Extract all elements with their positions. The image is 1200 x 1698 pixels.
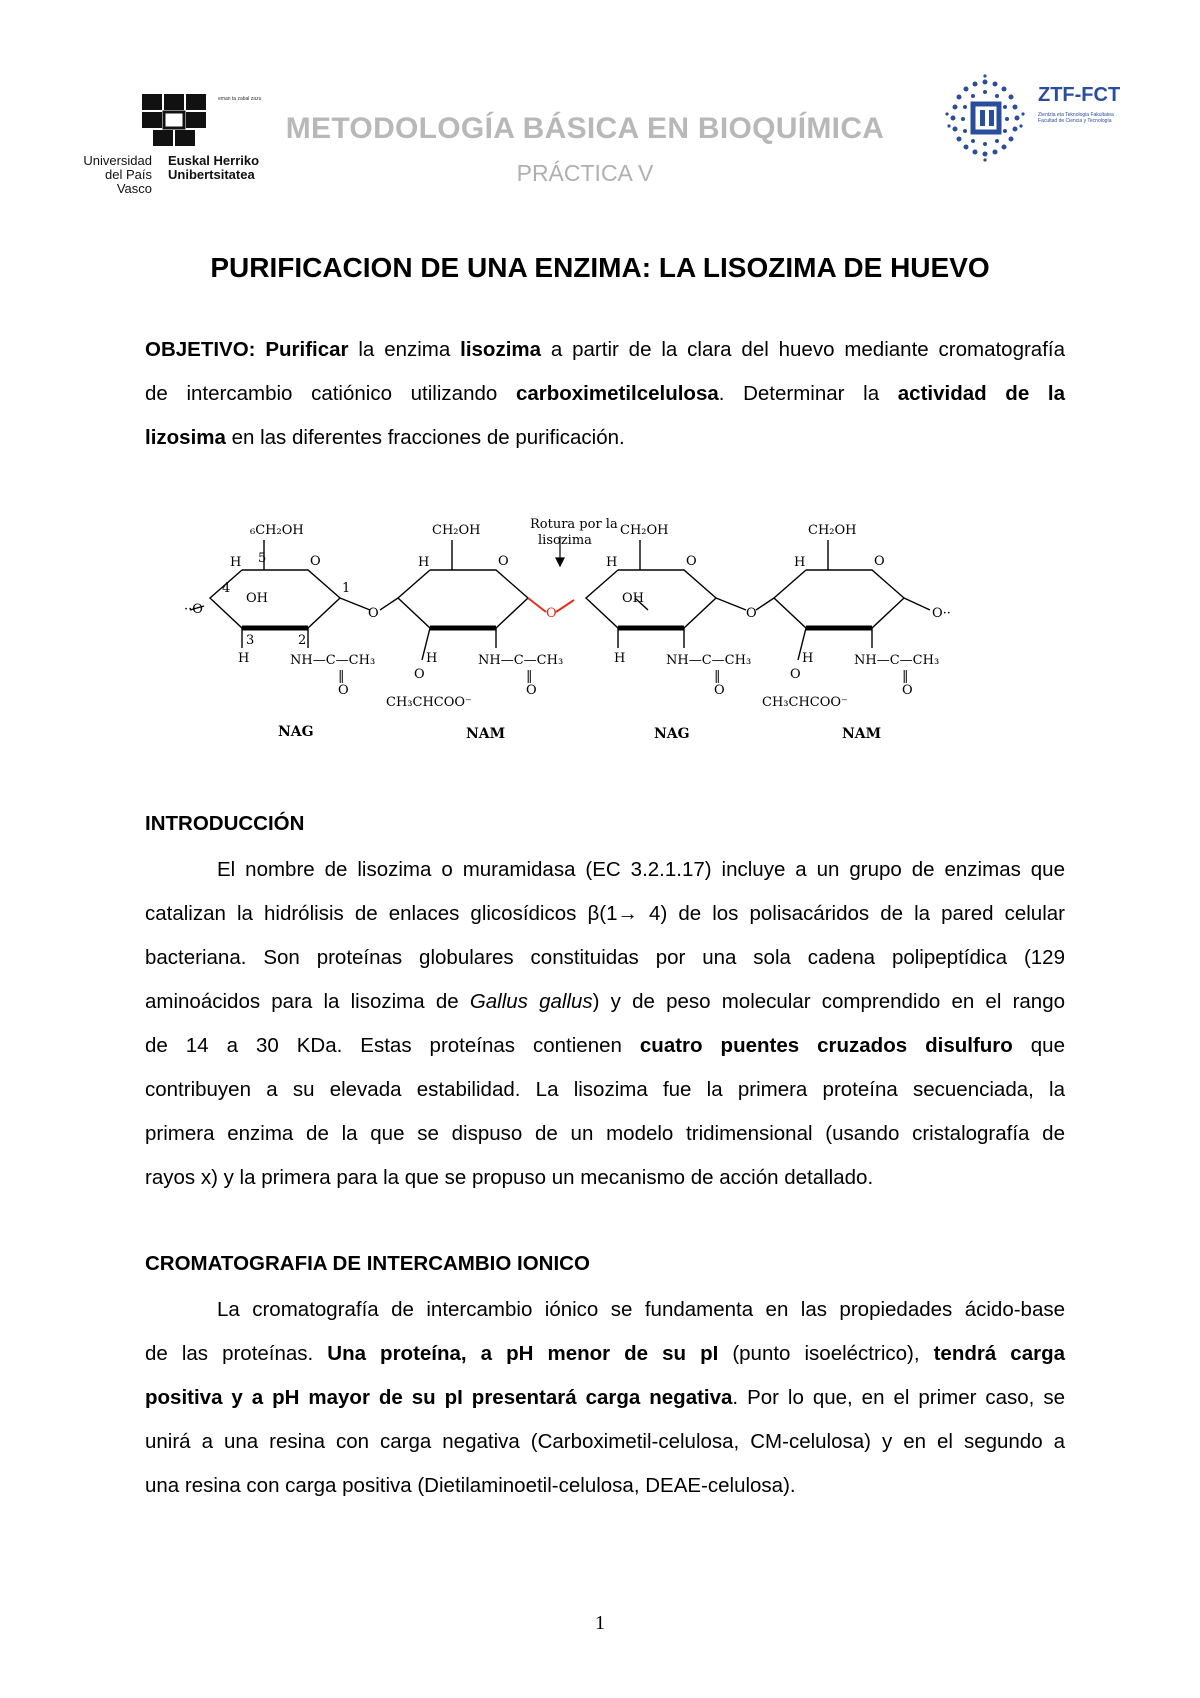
hydrogen-label: H [418, 555, 430, 570]
ether-oxygen: O [414, 667, 425, 682]
carbon-number: 2 [298, 633, 307, 648]
glycosidic-oxygen: O [368, 606, 379, 621]
intro-paragraph [145, 848, 1065, 1200]
objective-paragraph [145, 328, 1065, 460]
carbon-number: 1 [342, 581, 351, 596]
carbonyl-bond: ‖ [338, 669, 345, 684]
carbonyl-bond: ‖ [902, 669, 909, 684]
ion-exchange-heading: CROMATOGRAFIA DE INTERCAMBIO IONICO [145, 1252, 590, 1275]
ion-line: de las proteínas. Una proteína, a pH menor de su pI (punto isoeléctrico), tendrá carga [145, 1342, 1066, 1365]
carbonyl-bond: ‖ [526, 669, 533, 684]
page-number: 1 [595, 1612, 605, 1634]
hydroxyl-label: OH [246, 591, 268, 606]
intro-line: catalizan la hidrólisis de enlaces glicosídicos β(1→ 4) de los polisacáridos de la pared celular [145, 902, 1065, 925]
unit-label-nag: NAG [654, 726, 690, 742]
intro-heading: INTRODUCCIÓN [145, 812, 305, 835]
ion-exchange-paragraph [145, 1288, 1065, 1508]
carbonyl-oxygen: O [714, 683, 725, 698]
ion-line: unirá a una resina con carga negativa (Carboximetil-celulosa, CM-celulosa) y en el segundo a [145, 1430, 1065, 1453]
carbonyl-oxygen: O [526, 683, 537, 698]
hydrogen-label: H [802, 651, 814, 666]
upv-name-eu: Euskal Herriko Unibertsitatea [168, 153, 260, 182]
acetyl-group: NH—C—CH₃ [290, 653, 376, 668]
ztf-fct-fullname: Zientzia eta Teknologia Fakultatea Facultad de Ciencia y Tecnología [1038, 112, 1114, 124]
carbonyl-oxygen: O [902, 683, 913, 698]
hydroxyl-label: OH [622, 591, 644, 606]
peptidoglycan-diagram [184, 517, 1030, 760]
acetyl-group: NH—C—CH₃ [478, 653, 564, 668]
unit-label-nam: NAM [842, 726, 882, 742]
unit-label-nag: NAG [278, 724, 314, 740]
intro-line: rayos x) y la primera para la que se propuso un mecanismo de acción detallado. [145, 1166, 874, 1189]
upv-motto: eman ta zabal zazu [218, 96, 262, 102]
acetyl-group: NH—C—CH₃ [854, 653, 940, 668]
cleavage-label: Rotura por la [530, 517, 618, 532]
ztf-fct-dots-icon [940, 74, 1030, 164]
hydrogen-label: H [614, 651, 626, 666]
hydrogen-label: H [606, 555, 618, 570]
carbonyl-oxygen: O [338, 683, 349, 698]
intro-line: El nombre de lisozima o muramidasa (EC 3.2.1.17) incluye a un grupo de enzimas que [217, 858, 1065, 881]
ch2oh-label: CH₂OH [620, 523, 669, 538]
ring-oxygen: O [498, 554, 509, 569]
upv-ehu-logo [72, 94, 262, 196]
chain-start: ··O [184, 602, 203, 617]
ion-line: positiva y a pH mayor de su pI presentará carga negativa. Por lo que, en el primer caso, se [145, 1386, 1065, 1409]
carbonyl-bond: ‖ [714, 669, 721, 684]
ch2oh-label: ₆CH₂OH [250, 523, 304, 538]
lactyl-group: CH₃CHCOO⁻ [762, 695, 848, 710]
cleaved-oxygen: O [546, 606, 557, 621]
hydrogen-label: H [794, 555, 806, 570]
upv-ehu-emblem-icon [142, 94, 206, 146]
objective-line: OBJETIVO: Purificar la enzima lisozima a partir de la clara del huevo mediante cromatografía [145, 338, 1065, 361]
objective-line: lizosima en las diferentes fracciones de purificación. [145, 426, 625, 449]
intro-line: contribuyen a su elevada estabilidad. La lisozima fue la primera proteína secuenciada, la [145, 1078, 1065, 1101]
unit-label-nam: NAM [466, 726, 506, 742]
practice-number: PRÁCTICA V [516, 160, 654, 186]
chain-end: O·· [932, 606, 951, 621]
intro-line: primera enzima de la que se dispuso de un modelo tridimensional (usando cristalografía de [145, 1122, 1065, 1145]
acetyl-group: NH—C—CH₃ [666, 653, 752, 668]
ring-oxygen: O [874, 554, 885, 569]
hydrogen-label: H [238, 651, 250, 666]
lactyl-group: CH₃CHCOO⁻ [386, 695, 472, 710]
carbon-number: 4 [222, 581, 231, 596]
cleavage-label: lisozima [538, 533, 592, 548]
carbon-number: 5 [258, 551, 267, 566]
ch2oh-label: CH₂OH [432, 523, 481, 538]
ztf-fct-name: ZTF-FCT [1038, 84, 1121, 106]
hydrogen-label: H [426, 651, 438, 666]
ion-line: una resina con carga positiva (Dietilaminoetil-celulosa, DEAE-celulosa). [145, 1474, 796, 1497]
hydrogen-label: H [230, 555, 242, 570]
ring-oxygen: O [310, 554, 321, 569]
carbon-number: 3 [246, 633, 255, 648]
glycosidic-oxygen: O [746, 606, 757, 621]
ether-oxygen: O [790, 667, 801, 682]
ion-line: La cromatografía de intercambio iónico se fundamenta en las propiedades ácido-base [217, 1298, 1065, 1321]
course-title: METODOLOGÍA BÁSICA EN BIOQUÍMICA [285, 112, 885, 145]
ch2oh-label: CH₂OH [808, 523, 857, 538]
intro-line: aminoácidos para la lisozima de Gallus gallus) y de peso molecular comprendido en el rango [145, 990, 1065, 1013]
intro-line: de 14 a 30 KDa. Estas proteínas contienen cuatro puentes cruzados disulfuro que [145, 1034, 1065, 1057]
ring-oxygen: O [686, 554, 697, 569]
ztf-fct-logo [940, 74, 1140, 154]
upv-name-es: Universidad del País Vasco [83, 153, 152, 196]
document-title: PURIFICACION DE UNA ENZIMA: LA LISOZIMA DE HUEVO [210, 252, 990, 283]
objective-line: de intercambio catiónico utilizando carboximetilcelulosa. Determinar la actividad de la [145, 382, 1065, 405]
intro-line: bacteriana. Son proteínas globulares constituidas por una sola cadena polipeptídica (129 [145, 946, 1065, 969]
